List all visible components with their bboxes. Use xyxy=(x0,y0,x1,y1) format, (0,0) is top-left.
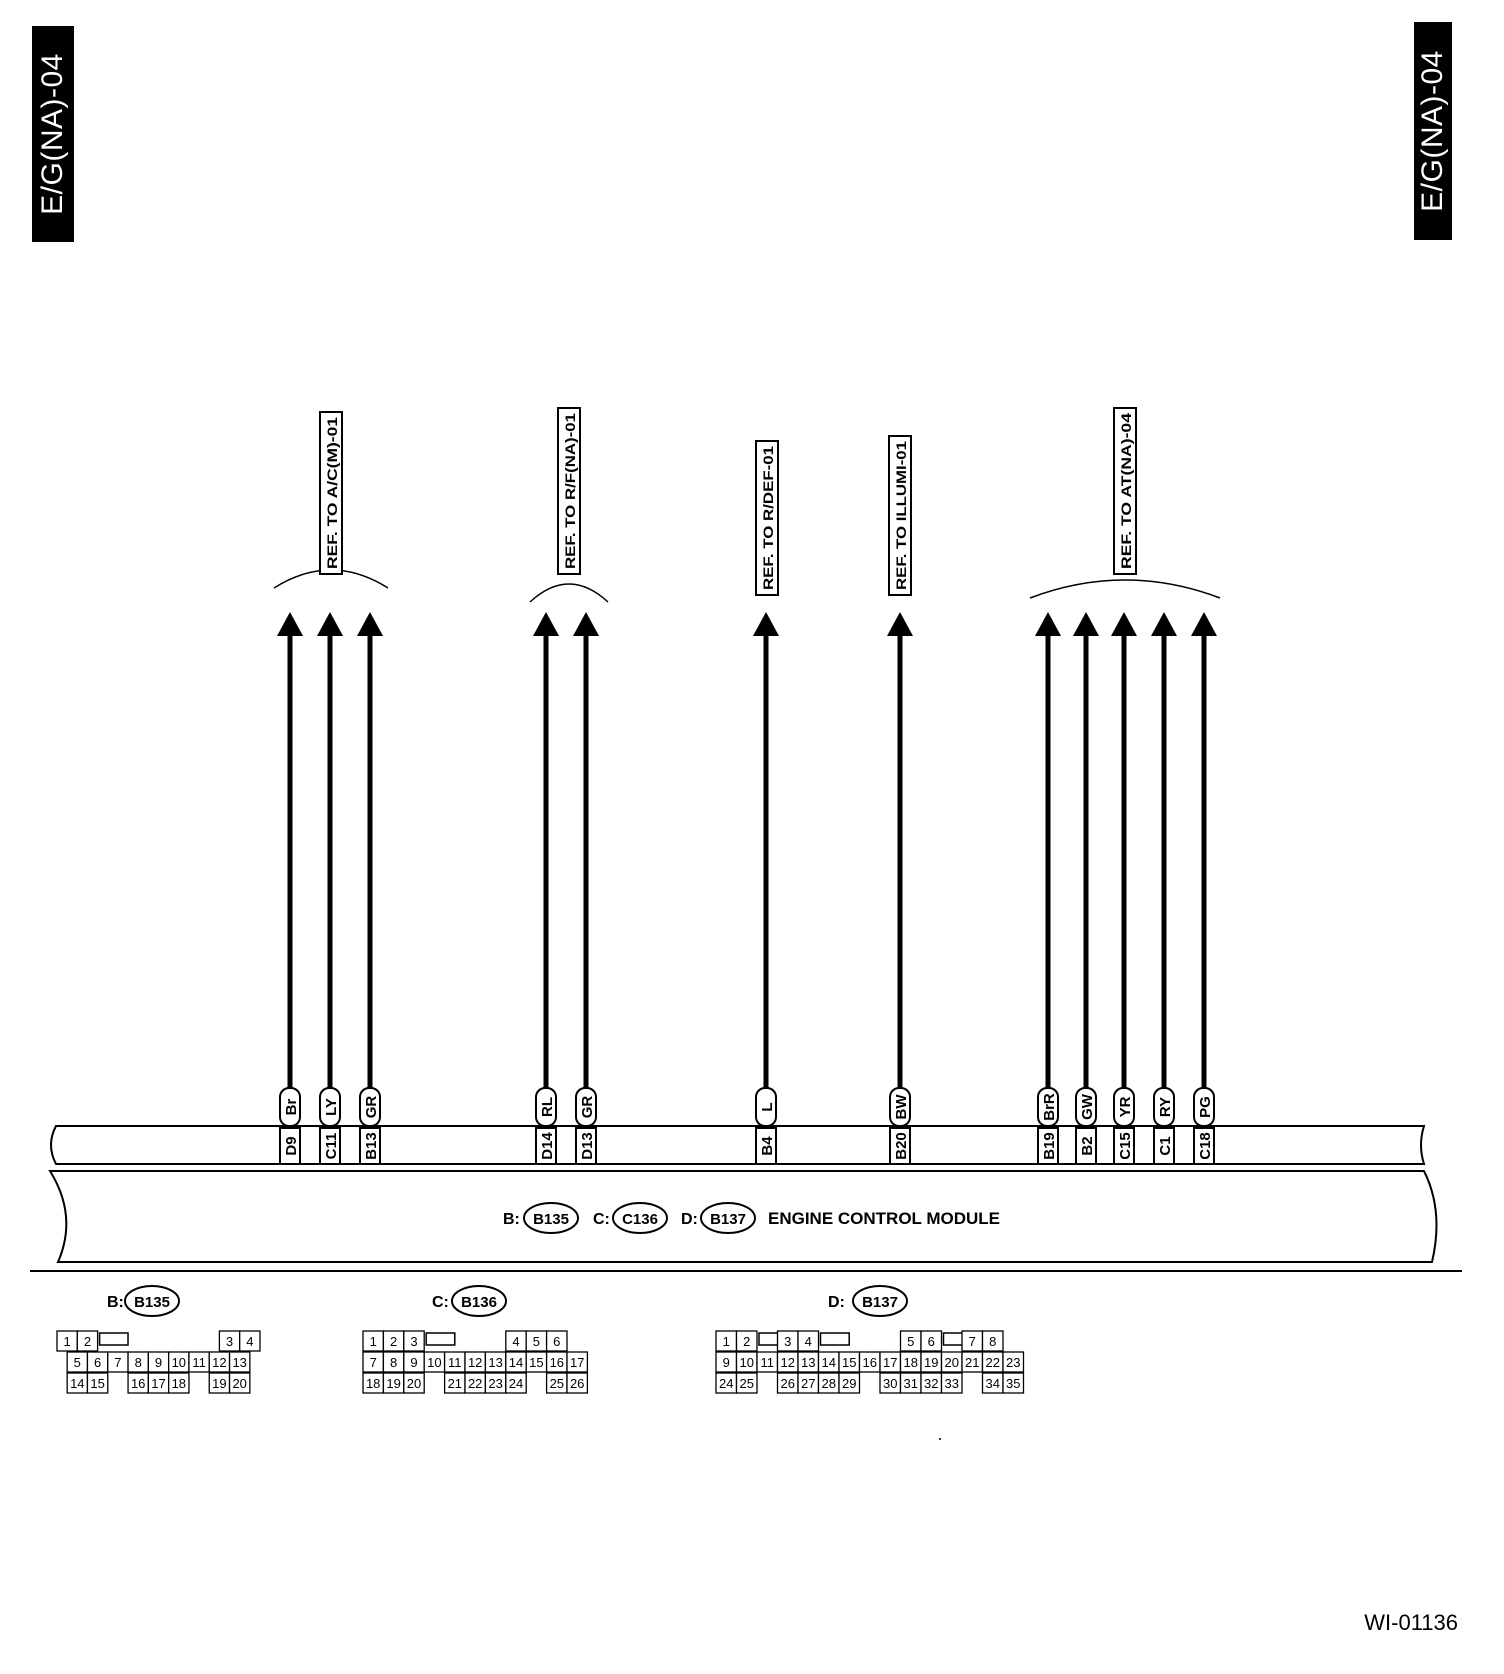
pin-number: 27 xyxy=(801,1376,816,1391)
pin-number: 12 xyxy=(212,1355,227,1370)
pin-number: 10 xyxy=(739,1355,754,1370)
pin-cell xyxy=(798,1373,819,1393)
pin-number: 15 xyxy=(529,1355,544,1370)
pin-cell xyxy=(567,1352,587,1372)
bracket-arc xyxy=(530,584,608,602)
pin-label: C15 xyxy=(1117,1132,1134,1160)
pin-cell xyxy=(219,1331,239,1351)
pin-number: 21 xyxy=(447,1376,463,1391)
ecm-connector-strip xyxy=(51,1126,1424,1164)
page-code-right: E/G(NA)-04 xyxy=(1416,50,1449,212)
wire-color-label: GR xyxy=(363,1095,380,1119)
arrow-up-icon xyxy=(317,612,343,636)
pin-cell xyxy=(983,1331,1004,1351)
pin-cell xyxy=(67,1352,87,1372)
pin-number: 5 xyxy=(532,1334,541,1349)
pin-number: 20 xyxy=(944,1355,959,1370)
pin-number: 9 xyxy=(722,1355,730,1370)
ref-label-3 xyxy=(889,436,911,595)
pin-cell xyxy=(404,1352,424,1372)
pin-number: 19 xyxy=(386,1376,401,1391)
connector-code: B137 xyxy=(710,1211,746,1228)
pin-number: 22 xyxy=(467,1376,483,1391)
arrow-up-icon xyxy=(1073,612,1099,636)
pin-cell xyxy=(169,1352,189,1372)
pin-number: 4 xyxy=(246,1334,254,1349)
pin-cell xyxy=(148,1352,168,1372)
pin-number: 15 xyxy=(842,1355,857,1370)
pin-number: 6 xyxy=(553,1334,561,1349)
pin-cell xyxy=(230,1352,250,1372)
pin-number: 5 xyxy=(907,1334,915,1349)
pin-cell xyxy=(921,1373,942,1393)
pin-number: 7 xyxy=(968,1334,976,1349)
wire-d14 xyxy=(533,612,559,1164)
pin-number: 12 xyxy=(780,1355,795,1370)
wire-b19 xyxy=(1035,612,1061,1164)
pin-cell xyxy=(506,1373,526,1393)
pin-number: 2 xyxy=(743,1334,751,1349)
pin-number: 4 xyxy=(804,1334,812,1349)
pin-number: 11 xyxy=(192,1355,206,1370)
ref-text: REF. TO R/F(NA)-01 xyxy=(562,439,578,569)
wire-c11 xyxy=(317,612,343,1164)
pin-cell xyxy=(547,1373,567,1393)
pin-cell xyxy=(757,1352,778,1372)
pin-cell xyxy=(77,1331,97,1351)
pin-cell xyxy=(57,1331,77,1351)
pin-number: 24 xyxy=(719,1376,734,1391)
pin-number: 18 xyxy=(903,1355,918,1370)
pin-cell xyxy=(547,1331,567,1351)
pin-cell xyxy=(363,1373,383,1393)
wires xyxy=(277,612,1217,1164)
pin-number: 1 xyxy=(369,1334,377,1349)
pin-number: 24 xyxy=(508,1376,524,1391)
wire-b2 xyxy=(1073,612,1099,1164)
wire-b20 xyxy=(887,612,913,1164)
wire-d9 xyxy=(277,612,303,1164)
pin-cell xyxy=(716,1373,737,1393)
pin-cell xyxy=(128,1373,148,1393)
pin-cell xyxy=(547,1352,567,1372)
pin-number: 17 xyxy=(151,1376,166,1391)
connector-code: B135 xyxy=(533,1211,569,1228)
pin-number: 22 xyxy=(985,1355,1000,1370)
pin-cell xyxy=(983,1352,1004,1372)
pin-number: 16 xyxy=(549,1355,565,1370)
wire-color-label: RL xyxy=(539,1097,556,1117)
pin-number: 2 xyxy=(389,1334,398,1349)
pin-number: 23 xyxy=(488,1376,503,1391)
wire-color-label: GR xyxy=(579,1095,596,1119)
connector-pinouts xyxy=(57,1286,1024,1393)
pin-cell xyxy=(880,1352,901,1372)
pin-cell xyxy=(942,1373,963,1393)
pin-label: B19 xyxy=(1041,1132,1058,1160)
pin-number: 18 xyxy=(171,1376,187,1391)
pin-cell xyxy=(1003,1352,1024,1372)
pin-number: 19 xyxy=(924,1355,939,1370)
pin-label: D13 xyxy=(579,1132,596,1160)
key-notch xyxy=(426,1333,455,1345)
pin-cell xyxy=(108,1352,128,1372)
pin-number: 6 xyxy=(927,1334,935,1349)
pin-number: 9 xyxy=(154,1355,163,1370)
pin-number: 8 xyxy=(134,1355,142,1370)
pin-number: 18 xyxy=(365,1376,381,1391)
pin-cell xyxy=(383,1331,403,1351)
pinout-b135 xyxy=(57,1286,260,1393)
pinout-code: B136 xyxy=(461,1294,497,1311)
pin-number: 8 xyxy=(989,1334,997,1349)
pin-number: 6 xyxy=(93,1355,102,1370)
pinout-letter: D: xyxy=(828,1294,845,1311)
wire-color-label: BrR xyxy=(1041,1093,1058,1121)
pin-number: 34 xyxy=(985,1376,1000,1391)
pin-number: 29 xyxy=(842,1376,857,1391)
pin-number: 21 xyxy=(965,1355,980,1370)
page-code-left: E/G(NA)-04 xyxy=(36,53,69,215)
pin-number: 3 xyxy=(225,1334,234,1349)
ref-text: REF. TO AT(NA)-04 xyxy=(1118,444,1134,569)
pin-cell xyxy=(87,1352,107,1372)
pin-number: 14 xyxy=(508,1355,524,1370)
figure-id: WI-01136 xyxy=(1364,1610,1458,1635)
pin-cell xyxy=(363,1331,383,1351)
pin-cell xyxy=(209,1352,229,1372)
pin-number: 30 xyxy=(883,1376,898,1391)
pin-cell xyxy=(1003,1373,1024,1393)
pin-number: 10 xyxy=(427,1355,442,1370)
bracket-arc xyxy=(1030,580,1220,598)
pin-cell xyxy=(363,1352,383,1372)
pin-cell xyxy=(983,1373,1004,1393)
pin-number: 1 xyxy=(63,1334,71,1349)
pin-cell xyxy=(778,1331,799,1351)
pin-number: 23 xyxy=(1006,1355,1021,1370)
pin-label: D9 xyxy=(283,1136,300,1156)
pin-number: 11 xyxy=(760,1355,774,1370)
ecm-label: ENGINE CONTROL MODULE xyxy=(768,1209,1001,1228)
pin-number: 10 xyxy=(171,1355,187,1370)
stray-dot xyxy=(939,1438,941,1440)
pin-cell xyxy=(383,1373,403,1393)
pin-number: 2 xyxy=(83,1334,92,1349)
pin-number: 12 xyxy=(467,1355,483,1370)
pin-number: 25 xyxy=(549,1376,565,1391)
pin-cell xyxy=(798,1331,819,1351)
pin-cell xyxy=(87,1373,107,1393)
arrow-up-icon xyxy=(277,612,303,636)
ref-text: REF. TO A/C(M)-01 xyxy=(324,446,340,569)
ref-label-2 xyxy=(756,441,778,595)
pin-number: 14 xyxy=(821,1355,836,1370)
pin-number: 20 xyxy=(406,1376,422,1391)
wire-color-label: L xyxy=(759,1102,776,1112)
pin-cell xyxy=(404,1331,424,1351)
pin-cell xyxy=(880,1373,901,1393)
pin-number: 7 xyxy=(369,1355,377,1370)
pin-number: 16 xyxy=(862,1355,877,1370)
wire-color-label: BW xyxy=(893,1094,910,1120)
wire-color-label: PG xyxy=(1197,1096,1214,1118)
pinout-letter: B: xyxy=(107,1294,124,1311)
pin-number: 31 xyxy=(903,1376,918,1391)
pin-cell xyxy=(901,1352,922,1372)
arrow-up-icon xyxy=(1035,612,1061,636)
pin-number: 17 xyxy=(569,1355,585,1370)
pin-number: 35 xyxy=(1006,1376,1021,1391)
pin-cell xyxy=(506,1331,526,1351)
pinout-code: B135 xyxy=(134,1294,170,1311)
pinout-b136 xyxy=(363,1286,587,1393)
wire-c1 xyxy=(1151,612,1177,1164)
connector-code: C136 xyxy=(622,1211,658,1228)
pin-cell xyxy=(465,1373,485,1393)
pin-cell xyxy=(778,1352,799,1372)
pin-cell xyxy=(737,1352,758,1372)
pin-cell xyxy=(485,1352,505,1372)
pin-cell xyxy=(240,1331,260,1351)
pin-cell xyxy=(778,1373,799,1393)
pin-cell xyxy=(921,1331,942,1351)
arrow-up-icon xyxy=(1191,612,1217,636)
ref-label-4 xyxy=(1114,408,1136,574)
ref-arcs xyxy=(274,570,1220,602)
pin-number: 3 xyxy=(410,1334,418,1349)
wire-c18 xyxy=(1191,612,1217,1164)
pinout-code: B137 xyxy=(862,1294,898,1311)
pin-number: 16 xyxy=(130,1376,146,1391)
pin-cell xyxy=(465,1352,485,1372)
pin-number: 1 xyxy=(722,1334,730,1349)
pin-cell xyxy=(526,1331,546,1351)
arrow-up-icon xyxy=(1151,612,1177,636)
pin-cell xyxy=(942,1352,963,1372)
pin-cell xyxy=(67,1373,87,1393)
pin-cell xyxy=(383,1352,403,1372)
pin-label: B20 xyxy=(893,1132,910,1160)
pin-cell xyxy=(716,1331,737,1351)
wire-color-label: YR xyxy=(1117,1096,1134,1118)
ref-labels xyxy=(320,408,1136,595)
pin-number: 5 xyxy=(73,1355,81,1370)
pin-number: 11 xyxy=(448,1355,462,1370)
pin-number: 4 xyxy=(512,1334,520,1349)
pin-label: C18 xyxy=(1197,1132,1214,1160)
pin-cell xyxy=(128,1352,148,1372)
pin-number: 28 xyxy=(821,1376,836,1391)
pin-cell xyxy=(921,1352,942,1372)
pin-number: 14 xyxy=(70,1376,85,1391)
pin-cell xyxy=(962,1352,983,1372)
pin-label: B4 xyxy=(759,1136,776,1156)
pin-cell xyxy=(567,1373,587,1393)
pin-cell xyxy=(445,1352,465,1372)
pin-cell xyxy=(424,1352,444,1372)
pin-cell xyxy=(230,1373,250,1393)
pin-number: 17 xyxy=(883,1355,898,1370)
pin-number: 33 xyxy=(944,1376,959,1391)
pin-cell xyxy=(404,1373,424,1393)
pin-cell xyxy=(819,1373,840,1393)
pin-number: 13 xyxy=(488,1355,503,1370)
ref-text: REF. TO R/DEF-01 xyxy=(760,470,776,590)
arrow-up-icon xyxy=(1111,612,1137,636)
pin-number: 13 xyxy=(801,1355,816,1370)
pin-label: B13 xyxy=(363,1132,380,1160)
pin-cell xyxy=(485,1373,505,1393)
wire-b4 xyxy=(753,612,779,1164)
wire-color-label: GW xyxy=(1079,1094,1096,1120)
pin-cell xyxy=(901,1331,922,1351)
wire-color-label: Br xyxy=(283,1098,300,1116)
pin-number: 13 xyxy=(232,1355,247,1370)
pin-cell xyxy=(526,1352,546,1372)
wire-color-label: LY xyxy=(323,1098,340,1116)
pin-label: C1 xyxy=(1157,1136,1174,1156)
pin-label: C11 xyxy=(323,1132,340,1160)
pin-cell xyxy=(148,1373,168,1393)
pinout-letter: C: xyxy=(432,1294,449,1311)
pin-number: 7 xyxy=(114,1355,122,1370)
ref-label-0 xyxy=(320,412,342,574)
pin-cell xyxy=(506,1352,526,1372)
wire-color-label: RY xyxy=(1157,1096,1174,1118)
wire-c15 xyxy=(1111,612,1137,1164)
pin-label: D14 xyxy=(539,1132,556,1160)
pin-cell xyxy=(819,1352,840,1372)
arrow-up-icon xyxy=(753,612,779,636)
pin-cell xyxy=(839,1352,860,1372)
pin-cell xyxy=(737,1331,758,1351)
pin-number: 26 xyxy=(780,1376,795,1391)
arrow-up-icon xyxy=(887,612,913,636)
pin-cell xyxy=(962,1331,983,1351)
ref-text: REF. TO ILLUMI-01 xyxy=(893,465,909,590)
pin-number: 8 xyxy=(389,1355,398,1370)
pin-number: 25 xyxy=(739,1376,754,1391)
pin-cell xyxy=(798,1352,819,1372)
arrow-up-icon xyxy=(533,612,559,636)
pin-number: 26 xyxy=(569,1376,585,1391)
pin-cell xyxy=(169,1373,189,1393)
pin-cell xyxy=(737,1373,758,1393)
pin-number: 32 xyxy=(924,1376,939,1391)
connector-letter: B: xyxy=(503,1211,520,1228)
pin-number: 15 xyxy=(90,1376,105,1391)
engine-control-module xyxy=(30,1126,1462,1271)
wire-b13 xyxy=(357,612,383,1164)
arrow-up-icon xyxy=(357,612,383,636)
pin-number: 9 xyxy=(410,1355,418,1370)
pin-cell xyxy=(189,1352,209,1372)
pin-number: 19 xyxy=(212,1376,227,1391)
ref-label-1 xyxy=(558,408,580,574)
pin-cell xyxy=(901,1373,922,1393)
pinout-b137 xyxy=(716,1286,1024,1393)
connector-letter: D: xyxy=(681,1211,698,1228)
wire-d13 xyxy=(573,612,599,1164)
pin-cell xyxy=(445,1373,465,1393)
pin-number: 20 xyxy=(232,1376,247,1391)
arrow-up-icon xyxy=(573,612,599,636)
pin-cell xyxy=(839,1373,860,1393)
pin-number: 3 xyxy=(784,1334,792,1349)
pin-cell xyxy=(716,1352,737,1372)
key-notch xyxy=(100,1333,128,1345)
pin-cell xyxy=(860,1352,881,1372)
key-notch xyxy=(821,1333,850,1345)
connector-letter: C: xyxy=(593,1211,610,1228)
pin-label: B2 xyxy=(1079,1136,1096,1156)
pin-cell xyxy=(209,1373,229,1393)
